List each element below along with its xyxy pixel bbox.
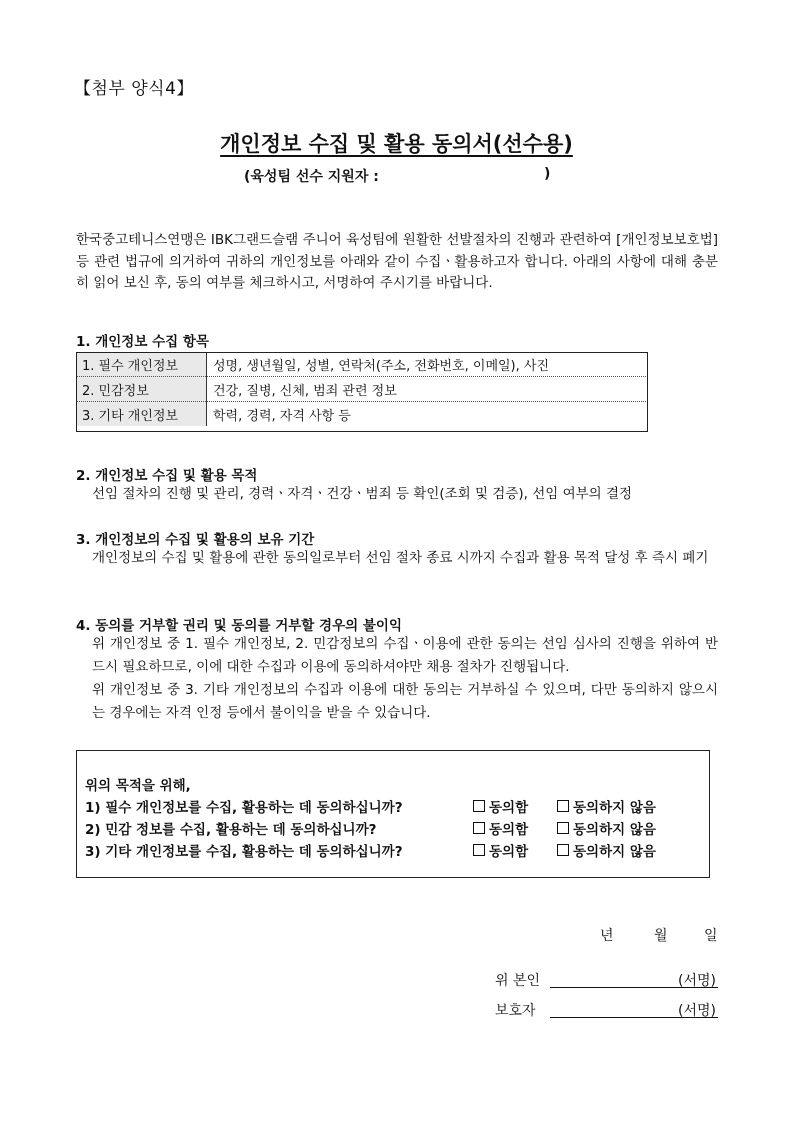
section4-body2: 위 개인정보 중 3. 기타 개인정보의 수집과 이용에 대한 동의는 거부하실 수 있으며, 다만 동의하지 않으시는 경우에는 자격 인정 등에서 불이익을 받을 수 있습니다. [92, 682, 718, 721]
date-day: 일 [704, 928, 718, 944]
consent-box [76, 750, 710, 878]
checkbox-icon[interactable] [473, 822, 485, 834]
signature-guardian-sign: (서명) [678, 1003, 716, 1019]
section4-body1: 위 개인정보 중 1. 필수 개인정보, 2. 민감정보의 수집ㆍ이용에 관한 동의는 선임 심사의 진행을 위하여 반드시 필요하므로, 이에 대한 수집과 이용에 동의하셔야만 채용 절차가 진행됩니다. [92, 636, 718, 675]
agree-option-3[interactable] [473, 840, 528, 860]
table-row [76, 377, 648, 402]
date-month: 월 [654, 928, 668, 944]
checkbox-icon[interactable] [557, 844, 569, 856]
consent-intro: 위의 목적을 위해, [85, 778, 191, 794]
signature-person-label: 위 본인 [495, 973, 541, 989]
table-key: 3. 기타 개인정보 [76, 402, 207, 427]
disagree-option-2[interactable] [557, 818, 656, 838]
table-key: 1. 필수 개인정보 [76, 352, 207, 377]
section4-heading: 4. 동의를 거부할 권리 및 동의를 거부할 경우의 불이익 [76, 618, 402, 634]
table-row [76, 402, 648, 427]
checkbox-icon[interactable] [473, 800, 485, 812]
date-year: 년 [600, 928, 614, 944]
collection-items-table [76, 352, 648, 426]
table-row [76, 352, 648, 377]
consent-question-1: 1) 필수 개인정보를 수집, 활용하는 데 동의하십니까? [85, 800, 403, 816]
consent-question-3: 3) 기타 개인정보를 수집, 활용하는 데 동의하십니까? [85, 844, 403, 860]
disagree-label: 동의하지 않음 [573, 822, 656, 838]
section3-heading: 3. 개인정보의 수집 및 활용의 보유 기간 [76, 532, 315, 548]
form-label: 【첨부 양식4】 [74, 79, 194, 99]
agree-label: 동의함 [489, 822, 529, 838]
signature-guardian-label: 보호자 [495, 1003, 536, 1019]
section2-body: 선임 절차의 진행 및 관리, 경력ㆍ자격ㆍ건강ㆍ범죄 등 확인(조회 및 검증), 선임 여부의 결정 [92, 486, 633, 502]
signature-person-sign: (서명) [678, 973, 716, 989]
agree-option-2[interactable] [473, 818, 528, 838]
consent-question-2: 2) 민감 정보를 수집, 활용하는 데 동의하십니까? [85, 822, 377, 838]
applicant-label: (육성팀 선수 지원자 : [244, 169, 379, 185]
disagree-label: 동의하지 않음 [573, 844, 656, 860]
section3-body: 개인정보의 수집 및 활용에 관한 동의일로부터 선임 절차 종료 시까지 수집과 활용 목적 달성 후 즉시 폐기 [92, 550, 709, 566]
disagree-label: 동의하지 않음 [573, 800, 656, 816]
intro-paragraph: 한국중고테니스연맹은 IBK그랜드슬램 주니어 육성팀에 원활한 선발절차의 진행과 관련하여 [개인정보보호법] 등 관련 법규에 의거하여 귀하의 개인정보를 아래와 같이 수집ㆍ활용하고자 합니다. 아래의 사항에 대해 충분히 읽어 보신 후, 동의 여부를 체크하시고, 서명하여 주시기를 바랍니다. [76, 232, 718, 291]
page-title: 개인정보 수집 및 활용 동의서(선수용) [220, 132, 573, 156]
disagree-option-3[interactable] [557, 840, 656, 860]
checkbox-icon[interactable] [557, 822, 569, 834]
agree-label: 동의함 [489, 844, 529, 860]
table-key: 2. 민감정보 [76, 377, 207, 402]
table-value: 성명, 생년월일, 성별, 연락처(주소, 전화번호, 이메일), 사진 [207, 352, 649, 377]
agree-label: 동의함 [489, 800, 529, 816]
checkbox-icon[interactable] [473, 844, 485, 856]
section2-heading: 2. 개인정보 수집 및 활용 목적 [76, 468, 258, 484]
table-value: 학력, 경력, 자격 사항 등 [213, 408, 351, 424]
disagree-option-1[interactable] [557, 796, 656, 816]
checkbox-icon[interactable] [557, 800, 569, 812]
section1-heading: 1. 개인정보 수집 항목 [76, 334, 209, 350]
agree-option-1[interactable] [473, 796, 528, 816]
applicant-close-paren: ) [544, 166, 551, 182]
table-value: 건강, 질병, 신체, 범죄 관련 정보 [207, 377, 649, 402]
